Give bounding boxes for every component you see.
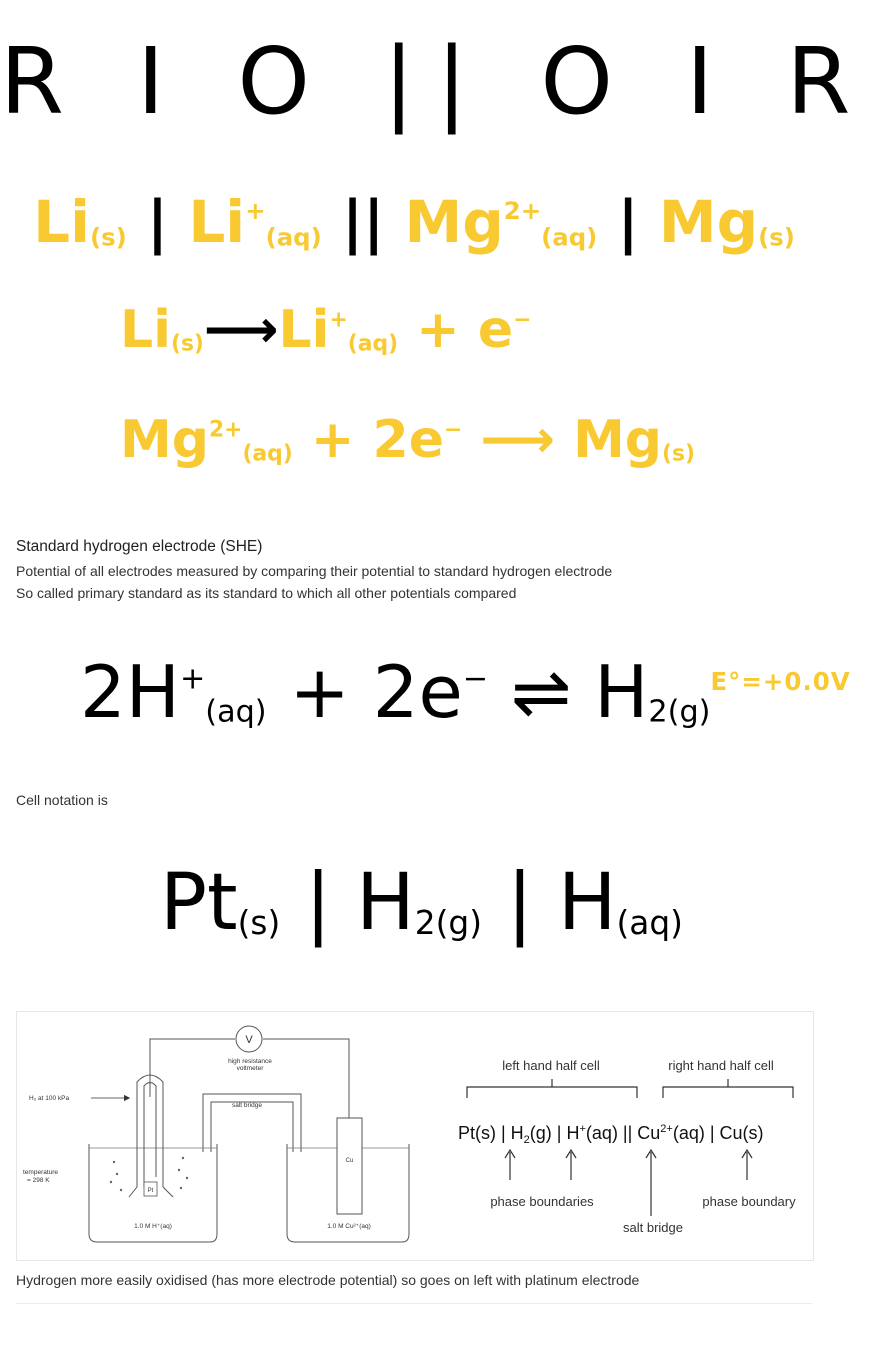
- cu-electrode: [337, 1118, 362, 1214]
- salt-bridge-label: salt bridge: [623, 1220, 683, 1235]
- cell-notation-intro: Cell notation is: [16, 792, 108, 808]
- mg-reactant-charge: 2+: [208, 417, 243, 443]
- electron-charge: −: [444, 417, 463, 443]
- phase-bar: |: [617, 188, 639, 256]
- she-apparatus-figure: [16, 1011, 814, 1261]
- mg-product: Mg: [573, 410, 663, 470]
- divider: [16, 1303, 812, 1304]
- h-state: (aq): [616, 903, 683, 942]
- electron-charge: −: [513, 307, 532, 333]
- phase-boundary-label: phase boundary: [702, 1194, 796, 1209]
- pt-electrode-label: Pt: [147, 1188, 154, 1194]
- full-cell-notation: Pt(s) | $H_2(g)$ | H+(aq) || $Cu^{2+}(aq)$ | Cu(s): [458, 1123, 764, 1146]
- reaction-arrow: ⟶: [203, 300, 279, 360]
- li-aqueous-state: (aq): [265, 222, 322, 252]
- electron: + e: [398, 300, 514, 360]
- h2-state: (g): [667, 694, 711, 730]
- reaction-arrow: ⟶: [462, 410, 574, 470]
- h2-subscript: 2: [648, 694, 668, 730]
- phase-bar: |: [146, 188, 169, 256]
- li-solid-state: (s): [89, 222, 127, 252]
- li-product-state: (aq): [347, 331, 399, 357]
- apparatus-diagram: [17, 1012, 813, 1260]
- left-solution-label: 1.0 M H⁺(aq): [134, 1223, 172, 1230]
- hydrogen-gas: H: [594, 650, 649, 734]
- platinum: Pt: [160, 858, 238, 948]
- cu-electrode-label: Cu: [345, 1158, 354, 1164]
- voltmeter-symbol: V: [245, 1034, 253, 1046]
- li-solid: Li: [33, 188, 90, 256]
- li-aqueous: Li: [188, 188, 246, 256]
- h-state: (aq): [205, 694, 267, 730]
- phase-boundaries-label: phase boundaries: [490, 1194, 594, 1209]
- phase-bar: |: [481, 858, 558, 948]
- h2-tube-inner: [144, 1083, 156, 1188]
- right-half-cell-label: right hand half cell: [668, 1058, 774, 1073]
- li-charge: +: [245, 195, 266, 225]
- pt-state: (s): [237, 903, 281, 942]
- right-half-cell-bracket: [663, 1079, 793, 1098]
- she-paragraph-1: Potential of all electrodes measured by comparing their potential to standard hydrogen electrode: [16, 563, 613, 579]
- mg-product-state: (s): [662, 441, 695, 467]
- temperature-label-1: temperature: [23, 1169, 59, 1176]
- mg-aqueous: Mg: [404, 188, 504, 256]
- roior-mnemonic: R I O || O I R: [0, 28, 872, 135]
- right-solution-label: 1.0 M Cu²⁺(aq): [327, 1223, 371, 1230]
- li-reactant-state: (s): [170, 331, 204, 357]
- temperature-label-2: = 298 K: [27, 1177, 50, 1184]
- h-charge: +: [179, 661, 206, 697]
- standard-potential: E°=+0.0V: [710, 667, 851, 697]
- h2-state: (g): [435, 903, 482, 942]
- reduction-half-equation: [120, 410, 695, 470]
- voltmeter-label-1: high resistance: [228, 1058, 272, 1065]
- she-heading: Standard hydrogen electrode (SHE): [16, 538, 263, 555]
- voltmeter-label-2: voltmeter: [236, 1065, 264, 1072]
- left-half-cell-bracket: [467, 1079, 637, 1098]
- li-reactant: Li: [120, 300, 171, 360]
- right-wire: [263, 1039, 349, 1142]
- she-paragraph-2: So called primary standard as its standard to which all other potentials compared: [16, 585, 517, 601]
- salt-bridge-inner: [211, 1102, 293, 1152]
- mg-solid: Mg: [658, 188, 759, 256]
- h2-input-label: H₂ at 100 kPa: [29, 1095, 70, 1102]
- mg-charge: 2+: [503, 195, 542, 225]
- h2-subscript: 2: [414, 903, 436, 942]
- li-mg-cell-notation: [0, 188, 828, 256]
- mg-reactant: Mg: [120, 410, 209, 470]
- conclusion-text: Hydrogen more easily oxidised (has more electrode potential) so goes on left with platinum electrode: [16, 1272, 640, 1288]
- left-half-cell-label: left hand half cell: [502, 1058, 600, 1073]
- hydrogen-ions: 2H: [80, 650, 180, 734]
- electrons: + 2e: [292, 410, 444, 470]
- salt-bridge-bars: ||: [341, 188, 385, 256]
- li-product: Li: [278, 300, 330, 360]
- oxidation-half-equation: [120, 300, 531, 360]
- electrons: + 2e: [266, 650, 463, 734]
- li-product-charge: +: [329, 307, 348, 333]
- hydrogen-gas: H: [356, 858, 415, 948]
- equilibrium-arrow: ⇌: [488, 650, 595, 734]
- mg-solid-state: (s): [758, 222, 795, 252]
- phase-bar: |: [280, 858, 357, 948]
- she-cell-notation: [160, 858, 683, 948]
- hydrogen-ion: H: [557, 858, 617, 948]
- mg-reactant-state: (aq): [242, 441, 293, 467]
- mg-aqueous-state: (aq): [541, 222, 598, 252]
- electron-charge: −: [462, 661, 489, 697]
- she-equation: [80, 650, 851, 734]
- salt-bridge-text: salt bridge: [232, 1102, 262, 1109]
